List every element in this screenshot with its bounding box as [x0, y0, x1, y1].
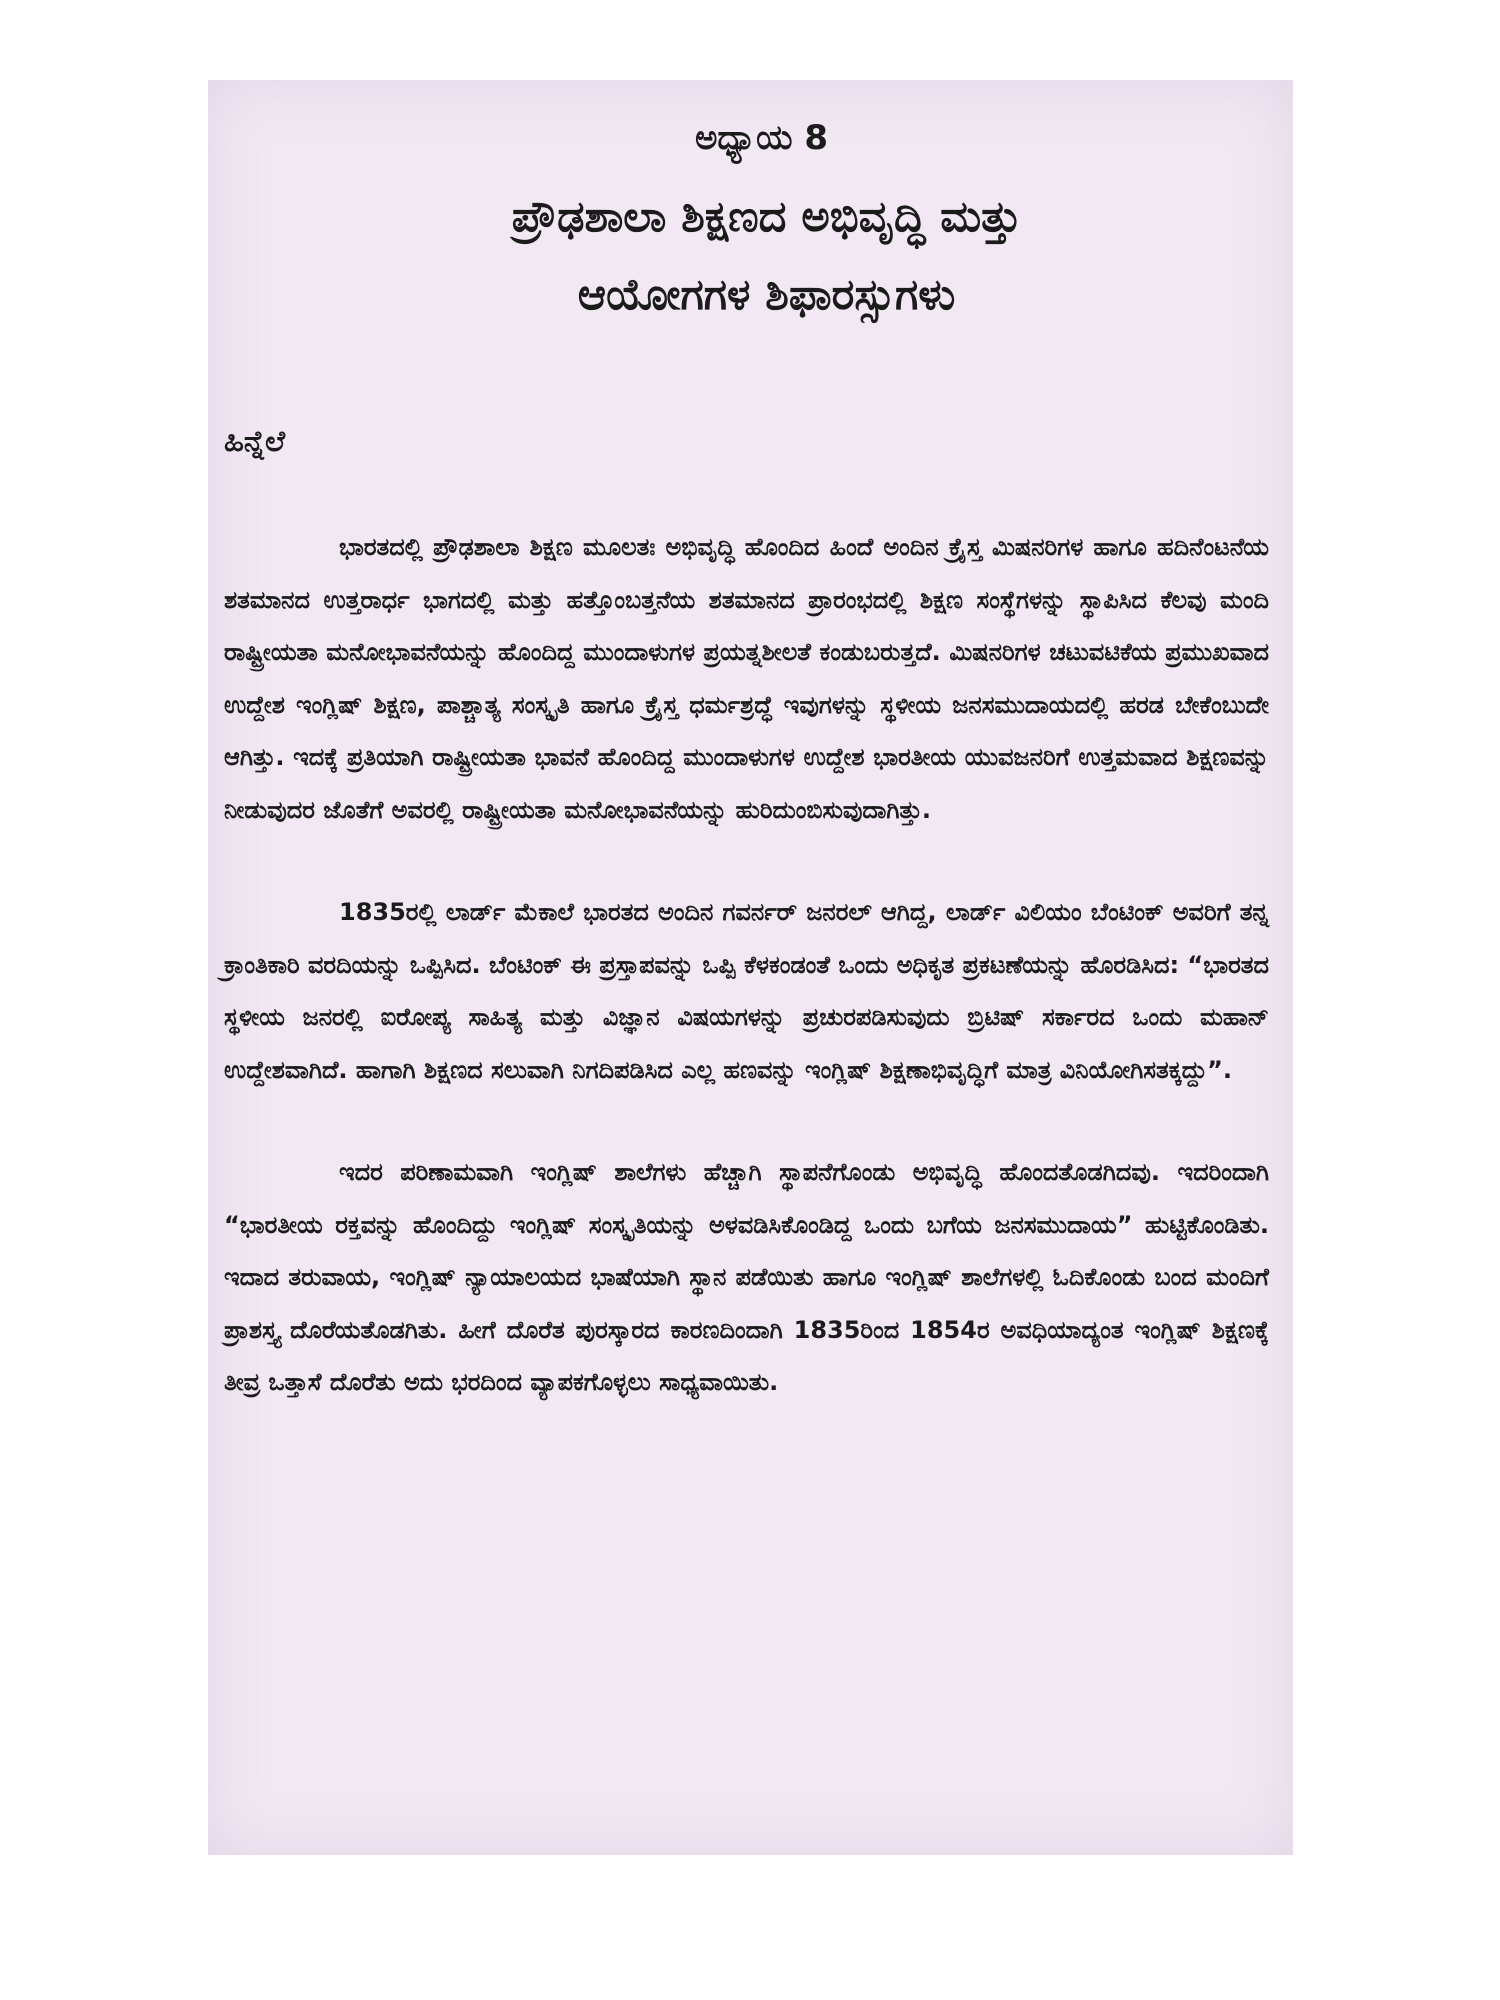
book-page [208, 80, 1293, 1855]
chapter-title-line-1: ಪ್ರೌಢಶಾಲಾ ಶಿಕ್ಷಣದ ಅಭಿವೃದ್ಧಿ ಮತ್ತು [511, 192, 1022, 242]
section-heading: ಹಿನ್ನೆಲೆ [224, 424, 286, 458]
paragraph-1: ಭಾರತದಲ್ಲಿ ಪ್ರೌಢಶಾಲಾ ಶಿಕ್ಷಣ ಮೂಲತಃ ಅಭಿವೃದ್ಧಿ ಹೊಂದಿದ ಹಿಂದೆ ಅಂದಿನ ಕ್ರೈಸ್ತ ಮಿಷನರಿಗಳ ಹಾಗೂ ಹದಿನೆಂಟನೆಯ ಶತಮಾನದ ಉತ್ತರಾರ್ಧ ಭಾಗದಲ್ಲಿ ಮತ್ತು ಹತ್ತೊಂಬತ್ತನೆಯ ಶತಮಾನದ ಪ್ರಾರಂಭದಲ್ಲಿ ಶಿಕ್ಷಣ ಸಂಸ್ಥೆಗಳನ್ನು ಸ್ಥಾಪಿಸಿದ ಕೆಲವು ಮಂದಿ ರಾಷ್ಟ್ರೀಯತಾ ಮನೋಭಾವನೆಯನ್ನು ಹೊಂದಿದ್ದ ಮುಂದಾಳುಗಳ ಪ್ರಯತ್ನಶೀಲತೆ ಕಂಡುಬರುತ್ತದೆ. ಮಿಷನರಿಗಳ ಚಟುವಟಿಕೆಯ ಪ್ರಮುಖವಾದ ಉದ್ದೇಶ ಇಂಗ್ಲಿಷ್ ಶಿಕ್ಷಣ, ಪಾಶ್ಚಾತ್ಯ ಸಂಸ್ಕೃತಿ ಹಾಗೂ ಕ್ರೈಸ್ತ ಧರ್ಮಶ್ರದ್ಧೆ ಇವುಗಳನ್ನು ಸ್ಥಳೀಯ ಜನಸಮುದಾಯದಲ್ಲಿ ಹರಡ ಬೇಕೆಂಬುದೇ ಆಗಿತ್ತು. ಇದಕ್ಕೆ ಪ್ರತಿಯಾಗಿ ರಾಷ್ಟ್ರೀಯತಾ ಭಾವನೆ ಹೊಂದಿದ್ದ ಮುಂದಾಳುಗಳ ಉದ್ದೇಶ ಭಾರತೀಯ ಯುವಜನರಿಗೆ ಉತ್ತಮವಾದ ಶಿಕ್ಷಣವನ್ನು ನೀಡುವುದರ ಜೊತೆಗೆ ಅವರಲ್ಲಿ ರಾಷ್ಟ್ರೀಯತಾ ಮನೋಭಾವನೆಯನ್ನು ಹುರಿದುಂಬಿಸುವುದಾಗಿತ್ತು. [224, 533, 1269, 824]
chapter-title [224, 178, 1269, 334]
paragraph-2: 1835ರಲ್ಲಿ ಲಾರ್ಡ್ ಮೆಕಾಲೆ ಭಾರತದ ಅಂದಿನ ಗವರ್ನರ್ ಜನರಲ್ ಆಗಿದ್ದ, ಲಾರ್ಡ್ ವಿಲಿಯಂ ಬೆಂಟಿಂಕ್ ಅವರಿಗೆ ತನ್ನ ಕ್ರಾಂತಿಕಾರಿ ವರದಿಯನ್ನು ಒಪ್ಪಿಸಿದ. ಬೆಂಟಿಂಕ್ ಈ ಪ್ರಸ್ತಾಪವನ್ನು ಒಪ್ಪಿ ಕೆಳಕಂಡಂತೆ ಒಂದು ಅಧಿಕೃತ ಪ್ರಕಟಣೆಯನ್ನು ಹೊರಡಿಸಿದ: “ಭಾರತದ ಸ್ಥಳೀಯ ಜನರಲ್ಲಿ ಐರೋಪ್ಯ ಸಾಹಿತ್ಯ ಮತ್ತು ವಿಜ್ಞಾನ ವಿಷಯಗಳನ್ನು ಪ್ರಚುರಪಡಿಸುವುದು ಬ್ರಿಟಿಷ್ ಸರ್ಕಾರದ ಒಂದು ಮಹಾನ್ ಉದ್ದೇಶವಾಗಿದೆ. ಹಾಗಾಗಿ ಶಿಕ್ಷಣದ ಸಲುವಾಗಿ ನಿಗದಿಪಡಿಸಿದ ಎಲ್ಲ ಹಣವನ್ನು ಇಂಗ್ಲಿಷ್ ಶಿಕ್ಷಣಾಭಿವೃದ್ಧಿಗೆ ಮಾತ್ರ ವಿನಿಯೋಗಿಸತಕ್ಕದ್ದು”. [224, 898, 1269, 1084]
chapter-title-line-2: ಆಯೋಗಗಳ ಶಿಫಾರಸ್ಸುಗಳು [577, 270, 956, 320]
paragraph-3: ಇದರ ಪರಿಣಾಮವಾಗಿ ಇಂಗ್ಲಿಷ್ ಶಾಲೆಗಳು ಹೆಚ್ಚಾಗಿ ಸ್ಥಾಪನೆಗೊಂಡು ಅಭಿವೃದ್ಧಿ ಹೊಂದತೊಡಗಿದವು. ಇದರಿಂದಾಗಿ “ಭಾರತೀಯ ರಕ್ತವನ್ನು ಹೊಂದಿದ್ದು ಇಂಗ್ಲಿಷ್ ಸಂಸ್ಕೃತಿಯನ್ನು ಅಳವಡಿಸಿಕೊಂಡಿದ್ದ ಒಂದು ಬಗೆಯ ಜನಸಮುದಾಯ” ಹುಟ್ಟಿಕೊಂಡಿತು. ಇದಾದ ತರುವಾಯ, ಇಂಗ್ಲಿಷ್ ನ್ಯಾಯಾಲಯದ ಭಾಷೆಯಾಗಿ ಸ್ಥಾನ ಪಡೆಯಿತು ಹಾಗೂ ಇಂಗ್ಲಿಷ್ ಶಾಲೆಗಳಲ್ಲಿ ಓದಿಕೊಂಡು ಬಂದ ಮಂದಿಗೆ ಪ್ರಾಶಸ್ತ್ಯ ದೊರೆಯತೊಡಗಿತು. ಹೀಗೆ ದೊರೆತ ಪುರಸ್ಕಾರದ ಕಾರಣದಿಂದಾಗಿ 1835ರಿಂದ 1854ರ ಅವಧಿಯಾದ್ಯಂತ ಇಂಗ್ಲಿಷ್ ಶಿಕ್ಷಣಕ್ಕೆ ತೀವ್ರ ಒತ್ತಾಸೆ ದೊರೆತು ಅದು ಭರದಿಂದ ವ್ಯಾಪಕಗೊಳ್ಳಲು ಸಾಧ್ಯವಾಯಿತು. [224, 1158, 1269, 1396]
chapter-number: ಅಧ್ಯಾಯ 8 [695, 118, 828, 158]
